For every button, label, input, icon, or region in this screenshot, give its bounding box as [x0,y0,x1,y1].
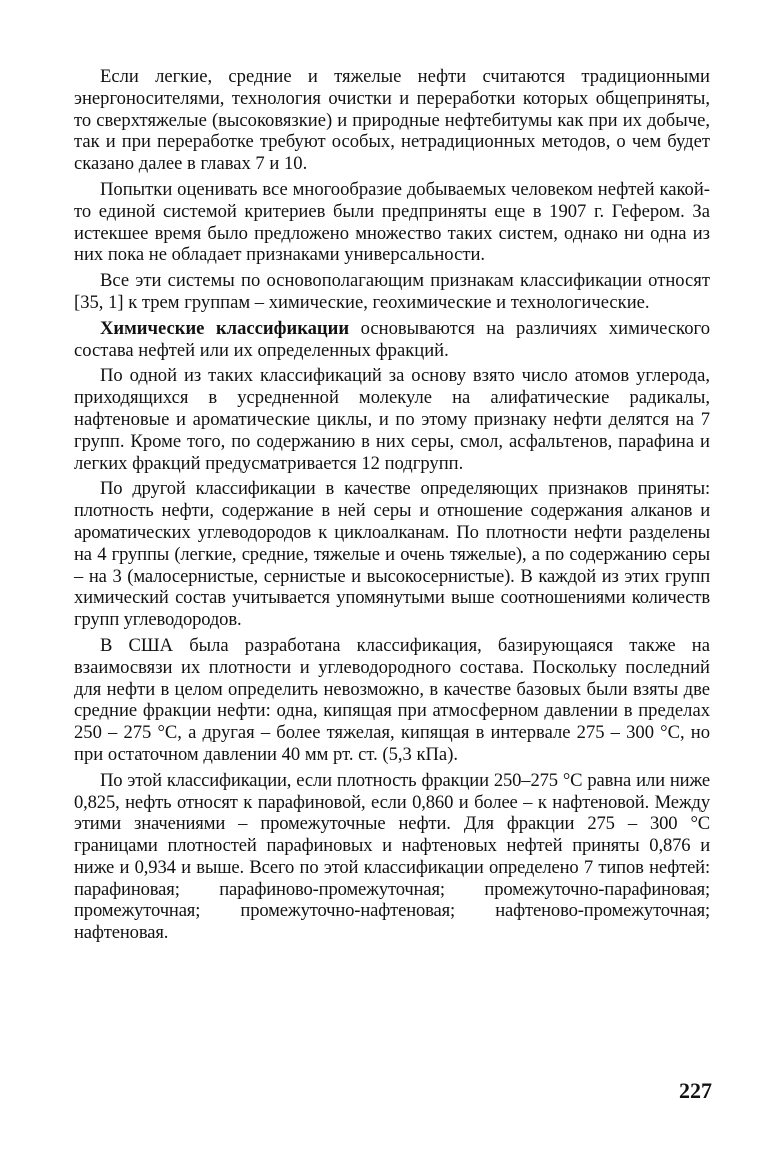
page-body [74,66,710,948]
paragraph-8: По этой классификации, если плотность фракции 250–275 °С равна или ниже 0,825, нефть относят к парафиновой, если 0,860 и более – к нафтеновой. Между этими значениями – промежуточные нефти. Для фракции 275 – 300 °С границами плотностей парафиновых и нафтеновых нефтей приняты 0,876 и ниже и 0,934 и выше. Всего по этой классификации определено 7 типов нефтей: парафиновая; парафиново-промежуточная; промежуточно-парафиновая; промежуточная; промежуточно-нафтеновая; нафтеново-промежуточная; нафтеновая. [74,769,710,944]
page-number: 227 [679,1078,712,1103]
paragraph-2: Попытки оценивать все многообразие добываемых человеком нефтей какой-то единой системой критериев были предприняты еще в 1907 г. Геферoм. За истекшее время было предложено множество таких систем, однако ни одна из них пока не обладает признаками универсальности. [74,178,710,266]
bold-term-chemical-classifications: Химические классификации [100,317,350,339]
paragraph-4 [74,318,710,362]
paragraph-6: По другой классификации в качестве определяющих признаков приняты: плотность нефти, содержание в ней серы и отношение содержания алканов и ароматических углеводородов к циклоалканам. По плотности нефти разделены на 4 группы (легкие, средние, тяжелые и очень тяжелые), а по содержанию серы – на 3 (малосернистые, сернистые и высокосернистые). В каждой из этих групп химический состав учитывается упомянутыми выше соотношениями количеств групп углеводородов. [74,478,710,631]
paragraph-7: В США была разработана классификация, базирующаяся также на взаимосвязи их плотности и углеводородного состава. Поскольку последний для нефти в целом определить невозможно, в качестве базовых были взяты две средние фракции нефти: одна, кипящая при атмосферном давлении в пределах 250 – 275 °С, а другая – более тяжелая, кипящая в интервале 275 – 300 °С, но при остаточном давлении 40 мм рт. ст. (5,3 кПа). [74,634,710,765]
paragraph-5: По одной из таких классификаций за основу взято число атомов углерода, приходящихся в усредненной молекуле на алифатические радикалы, нафтеновые и ароматические циклы, и по этому признаку нефти делятся на 7 групп. Кроме того, по содержанию в них серы, смол, асфальтенов, парафина и легких фракций предусматривается 12 подгрупп. [74,365,710,474]
paragraph-3: Все эти системы по основополагающим признакам классификации относят [35, 1] к трем группам – химические, геохимические и технологические. [74,270,710,313]
paragraph-1: Если легкие, средние и тяжелые нефти считаются традиционными энергоносителями, технология очистки и переработки которых общеприняты, то сверхтяжелые (высоковязкие) и природные нефтебитумы как при их добыче, так и при переработке требуют особых, нетрадиционных методов, о чем будет сказано далее в главах 7 и 10. [74,66,710,175]
paragraph-4-text: основываются на различиях химического состава нефтей или их определенных фракций. [74,317,710,361]
